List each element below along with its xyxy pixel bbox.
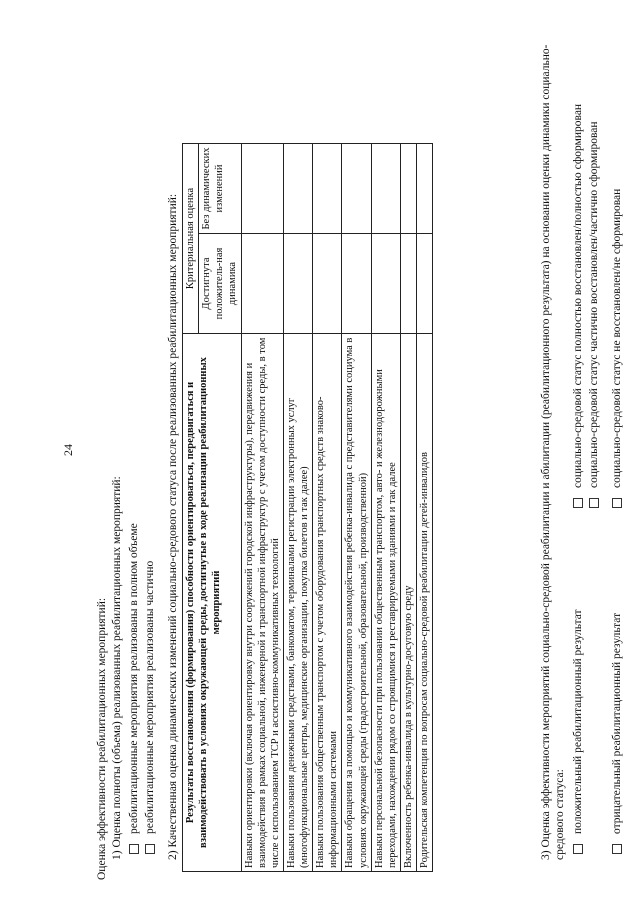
table-cell: Навыки персональной безопасности при пользовании общественным транспортом, авто- и железнодорожными переходами, нахождении рядом со строящимися и реставрируемыми зданиями и так далее <box>371 334 400 872</box>
table-row <box>371 143 400 871</box>
table-cell: Навыки обращения за помощью и коммуникативного взаимодействия ребенка-инвалида с представителями социума в условиях окружающей среды (градостроительной, образовательной, производственной) <box>342 334 371 872</box>
table-cell-empty[interactable] <box>417 143 433 233</box>
table-cell: Родительская компетенция по вопросам социально-средовой реабилитации детей-инвалидов <box>417 334 433 872</box>
checkbox[interactable] <box>145 844 155 854</box>
status-partial-option: социально-средовой статус частично восстановлен/частично сформирован <box>587 121 601 508</box>
table-cell: Навыки пользования общественным транспортом с учетом оборудования транспортных средств знаково-информационными системами <box>313 334 342 872</box>
page-number: 24 <box>61 444 75 456</box>
table-cell-empty[interactable] <box>400 143 416 233</box>
table-cell-empty[interactable] <box>313 143 342 233</box>
negative-result-option: отрицательный реабилитационный результат <box>610 613 624 854</box>
status-none-option: социально-средовой статус не восстановлен/не сформирован <box>610 189 624 508</box>
table-header-row <box>183 143 199 871</box>
section1-option-partial: реабилитационные мероприятия реализованы частично <box>143 561 157 854</box>
table-cell-empty[interactable] <box>417 234 433 334</box>
checkbox[interactable] <box>573 498 583 508</box>
table-row <box>417 143 433 871</box>
positive-result-option: положительный реабилитационный результат <box>571 609 585 854</box>
table-cell-empty[interactable] <box>283 143 312 233</box>
section3-heading: 3) Оценка эффективности мероприятий социально-средовой реабилитации и абилитации (реабилитационного результата) на основании оценки динамики социально-средового статуса: <box>540 44 567 860</box>
table-cell: Включенность ребенка-инвалида в культурно-досуговую среду <box>400 334 416 872</box>
table-cell-empty[interactable] <box>241 143 283 233</box>
rotated-page <box>57 20 637 880</box>
table-row <box>241 143 283 871</box>
table-cell-empty[interactable] <box>400 234 416 334</box>
positive-dynamics-header: Достигнута положитель-ная динамика <box>199 234 241 334</box>
evaluation-title: Оценка эффективности реабилитационных мероприятий: <box>96 597 108 880</box>
criteria-group-header: Критериальная оценка <box>183 143 199 333</box>
table-row <box>400 143 416 871</box>
section1-option-full: реабилитационные мероприятия реализованы в полном объеме <box>127 523 141 854</box>
checkbox[interactable] <box>612 498 622 508</box>
table-row <box>342 143 371 871</box>
checkbox[interactable] <box>573 844 583 854</box>
table-cell-empty[interactable] <box>241 234 283 334</box>
checkbox[interactable] <box>129 844 139 854</box>
table-cell-empty[interactable] <box>283 234 312 334</box>
section2-heading: 2) Качественная оценка динамических изменений социально-средового статуса после реализованных реабилитационных мероприятий: <box>167 193 179 860</box>
checkbox[interactable] <box>612 844 622 854</box>
table-cell-empty[interactable] <box>371 143 400 233</box>
status-full-option: социально-средовой статус полностью восстановлен/полностью сформирован <box>571 104 585 508</box>
table-cell-empty[interactable] <box>313 234 342 334</box>
table-row <box>283 143 312 871</box>
social-status-table <box>182 143 433 872</box>
no-changes-header: Без динамических изменений <box>199 143 241 233</box>
table-cell: Навыки пользования денежными средствами, банкоматом, терминалами регистрации электронных услуг (многофункциональные центры, медицинские организации, покупка билетов и так далее) <box>283 334 312 872</box>
table-cell: Навыки ориентировки (включая ориентировку внутри сооружений городской инфраструктуры), передвижения и взаимодействия в рамках социальной, инженерной и транспортной инфраструктур с учетом доступности среды, в том числе с использованием ТСР и ассистивно-коммуникативных технологий <box>241 334 283 872</box>
table-cell-empty[interactable] <box>342 234 371 334</box>
table-cell-empty[interactable] <box>342 143 371 233</box>
section1-heading: 1) Оценка полноты (объема) реализованных реабилитационных мероприятий: <box>111 476 123 860</box>
results-column-header: Результаты восстановления (формирования) способности ориентироваться, передвигаться и взаимодействовать в условиях окружающей среды, достигнутые в ходе реализации реабилитационных мероприятий <box>183 334 242 872</box>
table-cell-empty[interactable] <box>371 234 400 334</box>
table-row <box>313 143 342 871</box>
checkbox[interactable] <box>589 498 599 508</box>
